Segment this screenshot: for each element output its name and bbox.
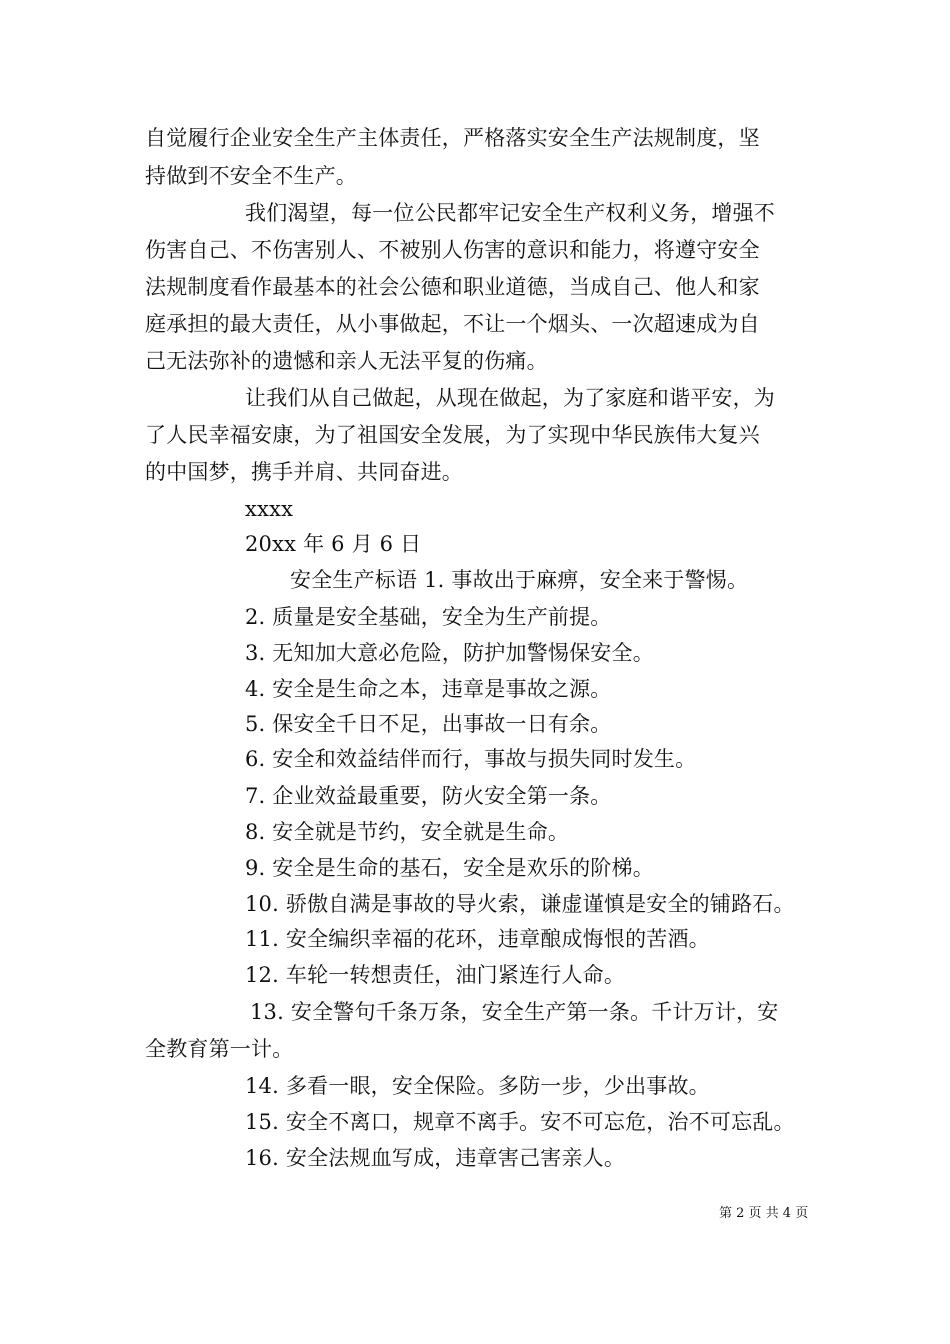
slogan-item-13-line-2: 全教育第一计。: [145, 1037, 294, 1061]
paragraph-1-line-1: 自觉履行企业安全生产主体责任，严格落实安全生产法规制度，坚: [145, 126, 760, 150]
paragraph-2-line-5: 己无法弥补的遗憾和亲人无法平复的伤痛。: [145, 349, 548, 373]
paragraph-3-line-1: 让我们从自己做起，从现在做起，为了家庭和谐平安，为: [245, 386, 775, 410]
slogan-item: 7. 企业效益最重要，防火安全第一条。: [245, 784, 612, 808]
slogan-item-16: 16. 安全法规血写成，违章害己害亲人。: [245, 1146, 626, 1170]
slogan-item: 11. 安全编织幸福的花环，违章酿成悔恨的苦酒。: [245, 927, 710, 951]
page-number-footer: 第 2 页 共 4 页: [719, 1206, 809, 1221]
paragraph-2-line-2: 伤害自己、不伤害别人、不被别人伤害的意识和能力，将遵守安全: [145, 238, 760, 262]
slogan-item-15: 15. 安全不离口，规章不离手。安不可忘危，治不可忘乱。: [245, 1110, 795, 1134]
slogan-item: 12. 车轮一转想责任，油门紧连行人命。: [245, 963, 626, 987]
paragraph-2-line-1: 我们渴望，每一位公民都牢记安全生产权利义务，增强不: [245, 201, 775, 225]
slogan-item: 2. 质量是安全基础，安全为生产前提。: [245, 605, 612, 629]
signature-date: 20xx 年 6 月 6 日: [245, 532, 422, 556]
slogan-item: 3. 无知加大意必危险，防护加警惕保安全。: [245, 641, 654, 665]
paragraph-2-line-4: 庭承担的最大责任，从小事做起，不让一个烟头、一次超速成为自: [145, 312, 760, 336]
slogan-heading-item-1: 安全生产标语 1. 事故出于麻痹，安全来于警惕。: [290, 568, 749, 592]
slogan-item: 4. 安全是生命之本，违章是事故之源。: [245, 677, 612, 701]
signature-name: xxxx: [245, 497, 294, 521]
paragraph-1-line-2: 持做到不安全不生产。: [145, 164, 357, 188]
paragraph-3-line-3: 的中国梦，携手并肩、共同奋进。: [145, 460, 463, 484]
paragraph-2-line-3: 法规制度看作最基本的社会公德和职业道德，当成自己、他人和家: [145, 275, 760, 299]
slogan-item: 5. 保安全千日不足，出事故一日有余。: [245, 712, 612, 736]
slogan-item: 9. 安全是生命的基石，安全是欢乐的阶梯。: [245, 856, 654, 880]
slogan-item-14: 14. 多看一眼，安全保险。多防一步，少出事故。: [245, 1074, 710, 1098]
slogan-item-13-line-1: 13. 安全警句千条万条，安全生产第一条。千计万计，安: [250, 1000, 779, 1024]
slogan-item: 8. 安全就是节约，安全就是生命。: [245, 820, 570, 844]
slogan-item: 10. 骄傲自满是事故的导火索，谦虚谨慎是安全的铺路石。: [245, 892, 795, 916]
paragraph-3-line-2: 了人民幸福安康，为了祖国安全发展，为了实现中华民族伟大复兴: [145, 423, 760, 447]
slogan-item: 6. 安全和效益结伴而行，事故与损失同时发生。: [245, 747, 697, 771]
